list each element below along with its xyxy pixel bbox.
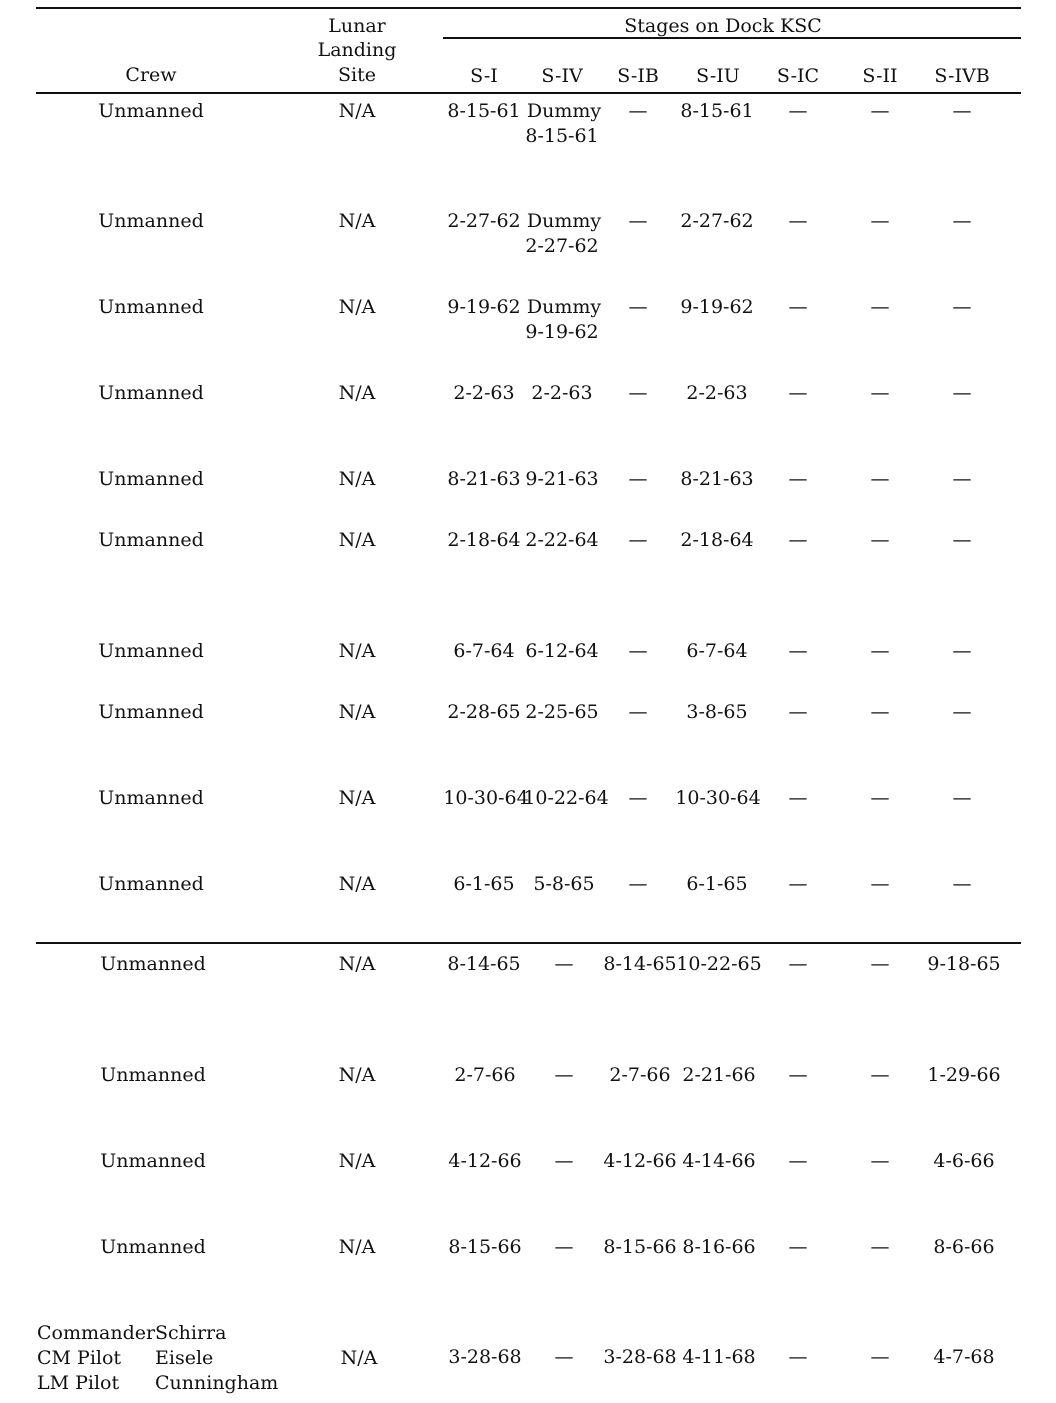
sib-cell: — bbox=[628, 468, 648, 490]
sic-cell: — bbox=[788, 953, 808, 975]
crew-cell: Unmanned bbox=[98, 701, 204, 723]
sivb-cell: — bbox=[952, 210, 972, 232]
s4-cell-line2: 2-27-62 bbox=[525, 235, 599, 257]
s1-cell: 9-19-62 bbox=[447, 296, 521, 318]
sic-cell: — bbox=[788, 787, 808, 809]
s4-cell-line2: 9-19-62 bbox=[525, 321, 599, 343]
header-bottom-rule bbox=[36, 92, 1021, 94]
header-col-sii: S-II bbox=[862, 65, 898, 87]
sivb-cell: 4-7-68 bbox=[933, 1346, 995, 1368]
s1-cell: 2-18-64 bbox=[447, 529, 521, 551]
crew-name-cm-pilot: Eisele bbox=[155, 1347, 214, 1369]
crew-cell: Unmanned bbox=[100, 1150, 206, 1172]
header-col-sib: S-IB bbox=[617, 65, 659, 87]
siu-cell: 2-2-63 bbox=[686, 382, 748, 404]
site-cell: N/A bbox=[338, 100, 376, 122]
sib-cell: 8-15-66 bbox=[603, 1236, 677, 1258]
sic-cell: — bbox=[788, 382, 808, 404]
s1-cell: 2-2-63 bbox=[453, 382, 515, 404]
site-cell: N/A bbox=[338, 1150, 376, 1172]
s4-cell: 5-8-65 bbox=[533, 873, 595, 895]
crew-cell: Unmanned bbox=[98, 529, 204, 551]
sic-cell: — bbox=[788, 1346, 808, 1368]
header-site-line3: Site bbox=[338, 64, 376, 86]
s4-cell: 2-22-64 bbox=[525, 529, 599, 551]
s1-cell: 3-28-68 bbox=[448, 1346, 522, 1368]
sii-cell: — bbox=[870, 382, 890, 404]
crew-cell: Unmanned bbox=[98, 382, 204, 404]
s4-cell: 2-25-65 bbox=[525, 701, 599, 723]
sib-cell: — bbox=[628, 701, 648, 723]
crew-cell: Unmanned bbox=[100, 1236, 206, 1258]
siu-cell: 4-11-68 bbox=[682, 1346, 756, 1368]
sivb-cell: — bbox=[952, 382, 972, 404]
sii-cell: — bbox=[870, 953, 890, 975]
sivb-cell: — bbox=[952, 529, 972, 551]
siu-cell: 6-1-65 bbox=[686, 873, 748, 895]
sic-cell: — bbox=[788, 100, 808, 122]
sib-cell: — bbox=[628, 787, 648, 809]
sivb-cell: 4-6-66 bbox=[933, 1150, 995, 1172]
sii-cell: — bbox=[870, 296, 890, 318]
sii-cell: — bbox=[870, 1236, 890, 1258]
crew-name-lm-pilot: Cunningham bbox=[155, 1372, 279, 1394]
sivb-cell: 1-29-66 bbox=[927, 1064, 1001, 1086]
header-crew: Crew bbox=[125, 64, 177, 86]
siu-cell: 9-19-62 bbox=[680, 296, 754, 318]
site-cell: N/A bbox=[338, 1236, 376, 1258]
sivb-cell: — bbox=[952, 701, 972, 723]
s4-cell: — bbox=[554, 953, 574, 975]
sic-cell: — bbox=[788, 701, 808, 723]
site-cell: N/A bbox=[338, 953, 376, 975]
sivb-cell: — bbox=[952, 296, 972, 318]
sivb-cell: — bbox=[952, 640, 972, 662]
site-cell: N/A bbox=[338, 468, 376, 490]
crew-cell: Unmanned bbox=[100, 953, 206, 975]
s1-cell: 10-30-64 bbox=[443, 787, 529, 809]
s4-cell: — bbox=[554, 1236, 574, 1258]
site-cell: N/A bbox=[338, 640, 376, 662]
crew-name-commander: Schirra bbox=[155, 1322, 227, 1344]
sib-cell: — bbox=[628, 529, 648, 551]
sic-cell: — bbox=[788, 873, 808, 895]
site-cell: N/A bbox=[338, 787, 376, 809]
sic-cell: — bbox=[788, 1150, 808, 1172]
siu-cell: 3-8-65 bbox=[686, 701, 748, 723]
sib-cell: 2-7-66 bbox=[609, 1064, 671, 1086]
header-col-siu: S-IU bbox=[696, 65, 740, 87]
s4-cell: 9-21-63 bbox=[525, 468, 599, 490]
sivb-cell: 9-18-65 bbox=[927, 953, 1001, 975]
crew-role-lm-pilot: LM Pilot bbox=[37, 1372, 120, 1394]
crew-cell: Unmanned bbox=[98, 100, 204, 122]
siu-cell: 8-21-63 bbox=[680, 468, 754, 490]
sivb-cell: — bbox=[952, 468, 972, 490]
sii-cell: — bbox=[870, 873, 890, 895]
top-rule bbox=[36, 7, 1021, 9]
s1-cell: 6-1-65 bbox=[453, 873, 515, 895]
sii-cell: — bbox=[870, 210, 890, 232]
crew-cell: Unmanned bbox=[98, 296, 204, 318]
site-cell: N/A bbox=[338, 529, 376, 551]
sii-cell: — bbox=[870, 787, 890, 809]
site-cell: N/A bbox=[338, 296, 376, 318]
s1-cell: 6-7-64 bbox=[453, 640, 515, 662]
sivb-cell: — bbox=[952, 787, 972, 809]
sib-cell: — bbox=[628, 296, 648, 318]
sib-cell: — bbox=[628, 382, 648, 404]
sib-cell: — bbox=[628, 640, 648, 662]
siu-cell: 10-30-64 bbox=[675, 787, 761, 809]
sib-cell: 3-28-68 bbox=[603, 1346, 677, 1368]
s4-cell: 10-22-64 bbox=[523, 787, 609, 809]
sii-cell: — bbox=[870, 468, 890, 490]
crew-cell: Unmanned bbox=[100, 1064, 206, 1086]
siu-cell: 2-21-66 bbox=[682, 1064, 756, 1086]
header-col-s1: S-I bbox=[470, 65, 498, 87]
header-site-line2: Landing bbox=[317, 39, 397, 61]
sic-cell: — bbox=[788, 468, 808, 490]
crew-cell: Unmanned bbox=[98, 787, 204, 809]
crew-cell: Unmanned bbox=[98, 640, 204, 662]
sib-cell: 8-14-65 bbox=[603, 953, 677, 975]
s1-cell: 4-12-66 bbox=[448, 1150, 522, 1172]
sic-cell: — bbox=[788, 640, 808, 662]
crew-cell: Unmanned bbox=[98, 873, 204, 895]
header-stages-title: Stages on Dock KSC bbox=[624, 15, 822, 37]
s1-cell: 8-14-65 bbox=[447, 953, 521, 975]
s4-cell: Dummy bbox=[526, 100, 602, 122]
sib-cell: 4-12-66 bbox=[603, 1150, 677, 1172]
crew-role-commander: Commander bbox=[37, 1322, 156, 1344]
sii-cell: — bbox=[870, 701, 890, 723]
siu-cell: 2-27-62 bbox=[680, 210, 754, 232]
site-cell: N/A bbox=[338, 210, 376, 232]
crew-cell: Unmanned bbox=[98, 210, 204, 232]
sii-cell: — bbox=[870, 1064, 890, 1086]
sii-cell: — bbox=[870, 1150, 890, 1172]
sic-cell: — bbox=[788, 296, 808, 318]
s4-cell: 6-12-64 bbox=[525, 640, 599, 662]
s1-cell: 2-7-66 bbox=[454, 1064, 516, 1086]
sii-cell: — bbox=[870, 1346, 890, 1368]
s1-cell: 2-28-65 bbox=[447, 701, 521, 723]
header-site-line1: Lunar bbox=[328, 15, 386, 37]
site-cell: N/A bbox=[338, 701, 376, 723]
sivb-cell: 8-6-66 bbox=[933, 1236, 995, 1258]
s4-cell: 2-2-63 bbox=[531, 382, 593, 404]
sib-cell: — bbox=[628, 873, 648, 895]
site-cell: N/A bbox=[338, 382, 376, 404]
header-col-sivb: S-IVB bbox=[934, 65, 990, 87]
siu-cell: 6-7-64 bbox=[686, 640, 748, 662]
sic-cell: — bbox=[788, 529, 808, 551]
sii-cell: — bbox=[870, 529, 890, 551]
s1-cell: 8-21-63 bbox=[447, 468, 521, 490]
siu-cell: 8-16-66 bbox=[682, 1236, 756, 1258]
crew-cell: Unmanned bbox=[98, 468, 204, 490]
siu-cell: 8-15-61 bbox=[680, 100, 754, 122]
sii-cell: — bbox=[870, 640, 890, 662]
site-cell: N/A bbox=[338, 1064, 376, 1086]
sic-cell: — bbox=[788, 1236, 808, 1258]
sic-cell: — bbox=[788, 1064, 808, 1086]
s4-cell: Dummy bbox=[526, 210, 602, 232]
sib-cell: — bbox=[628, 100, 648, 122]
site-cell: N/A bbox=[338, 873, 376, 895]
section-divider-rule bbox=[36, 942, 1021, 944]
header-col-s4: S-IV bbox=[541, 65, 583, 87]
siu-cell: 10-22-65 bbox=[676, 953, 762, 975]
site-cell: N/A bbox=[340, 1347, 378, 1369]
s1-cell: 2-27-62 bbox=[447, 210, 521, 232]
sii-cell: — bbox=[870, 100, 890, 122]
sivb-cell: — bbox=[952, 873, 972, 895]
crew-role-cm-pilot: CM Pilot bbox=[37, 1347, 122, 1369]
sivb-cell: — bbox=[952, 100, 972, 122]
s4-cell-line2: 8-15-61 bbox=[525, 125, 599, 147]
s4-cell: — bbox=[554, 1150, 574, 1172]
sib-cell: — bbox=[628, 210, 648, 232]
s4-cell: — bbox=[554, 1346, 574, 1368]
sic-cell: — bbox=[788, 210, 808, 232]
s1-cell: 8-15-61 bbox=[447, 100, 521, 122]
s4-cell: — bbox=[554, 1064, 574, 1086]
siu-cell: 4-14-66 bbox=[682, 1150, 756, 1172]
s4-cell: Dummy bbox=[526, 296, 602, 318]
header-col-sic: S-IC bbox=[776, 65, 820, 87]
s1-cell: 8-15-66 bbox=[448, 1236, 522, 1258]
siu-cell: 2-18-64 bbox=[680, 529, 754, 551]
